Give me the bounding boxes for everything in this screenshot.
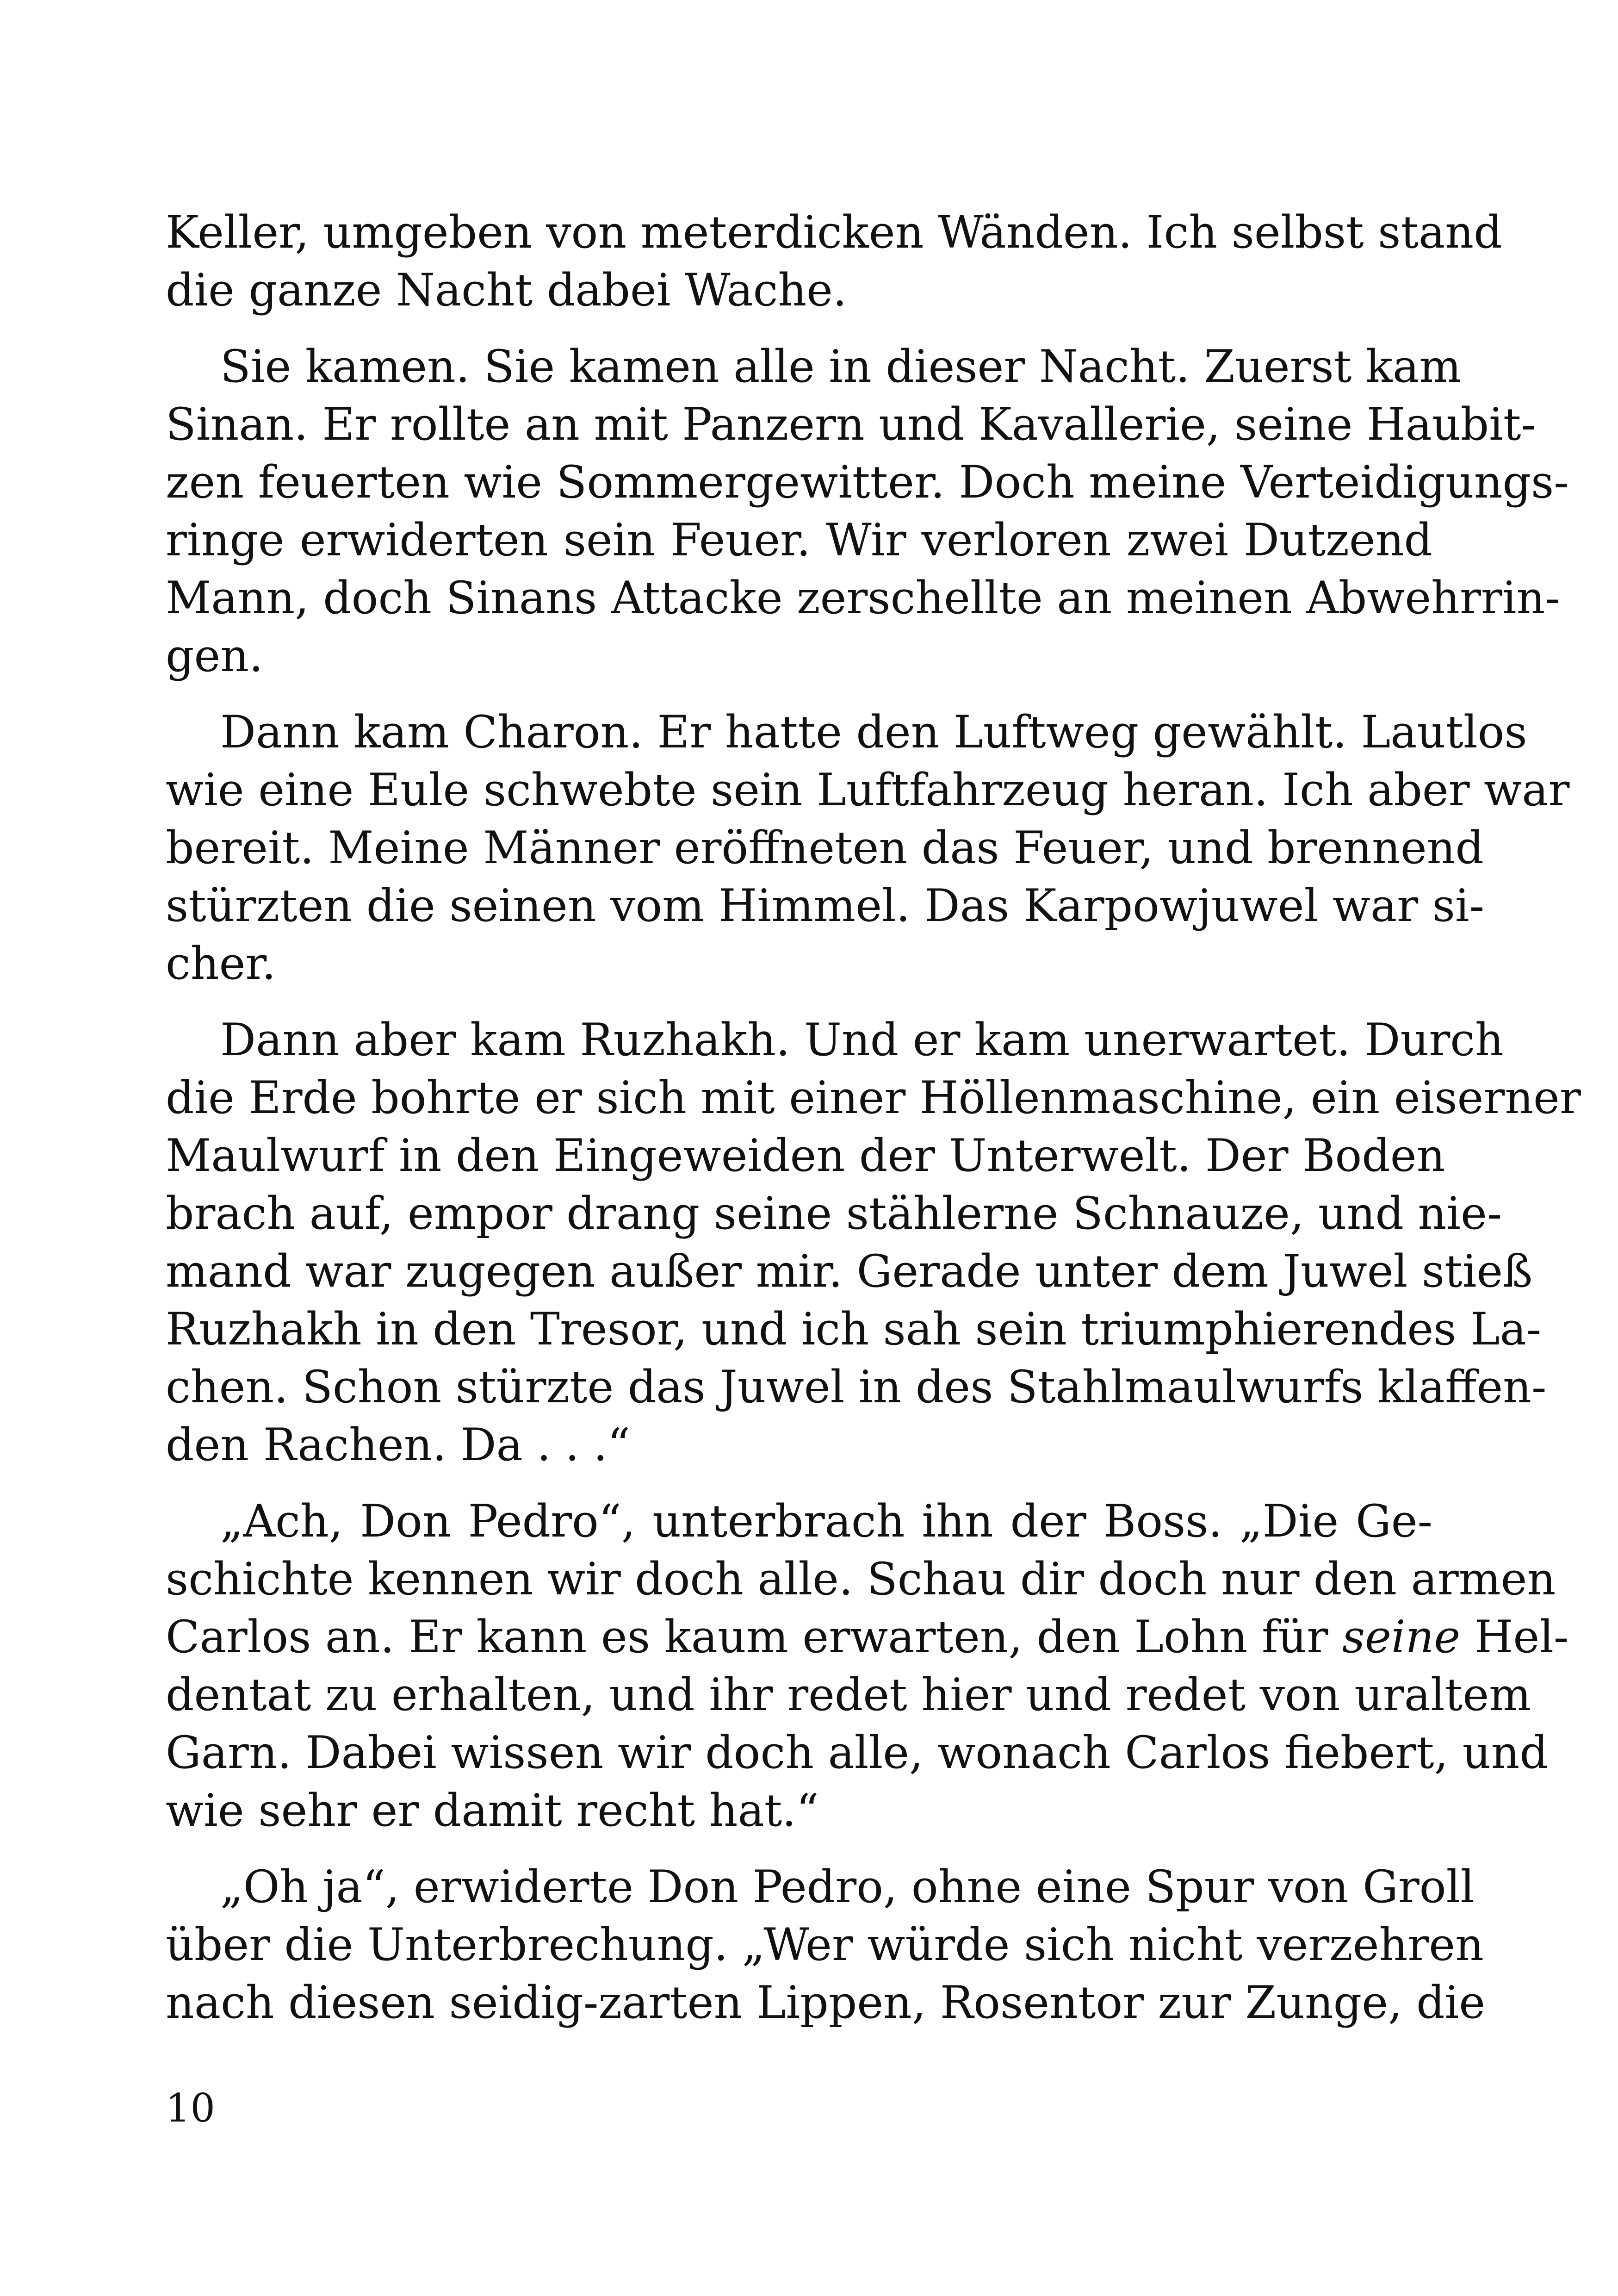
text-line: mand war zugegen außer mir. Gerade unter dem Juwel stieß bbox=[166, 1245, 1533, 1297]
text-line: Ruzhakh in den Tresor, und ich sah sein triumphierendes La- bbox=[166, 1303, 1542, 1355]
paragraph bbox=[166, 1011, 1581, 1474]
text-line: ringe erwiderten sein Feuer. Wir verloren zwei Dutzend bbox=[166, 514, 1432, 566]
text-line: dentat zu erhalten, und ihr redet hier und redet von uraltem bbox=[166, 1669, 1531, 1721]
paragraph bbox=[166, 204, 1502, 319]
text-line: Dann kam Charon. Er hatte den Luftweg gewählt. Lautlos bbox=[220, 706, 1527, 758]
text-line: die ganze Nacht dabei Wache. bbox=[166, 264, 847, 316]
paragraph bbox=[166, 703, 1570, 993]
text-line: Garn. Dabei wissen wir doch alle, wonach Carlos fiebert, und bbox=[166, 1727, 1548, 1779]
text-line: cher. bbox=[166, 938, 276, 989]
paragraph bbox=[166, 338, 1569, 685]
paragraph bbox=[166, 1493, 1569, 1840]
text-line: Maulwurf in den Eingeweiden der Unterwelt. Der Boden bbox=[166, 1130, 1445, 1182]
text-line: wie sehr er damit recht hat.“ bbox=[166, 1785, 819, 1836]
text-line: zen feuerten wie Sommergewitter. Doch meine Verteidigungs- bbox=[166, 456, 1569, 508]
text-line: gen. bbox=[166, 630, 263, 682]
text-line: den Rachen. Da . . .“ bbox=[166, 1419, 630, 1471]
paragraph bbox=[166, 1858, 1486, 2032]
book-page-text bbox=[166, 204, 1581, 2032]
text-line: Sinan. Er rollte an mit Panzern und Kavallerie, seine Haubit- bbox=[166, 398, 1536, 450]
emphasis-text: seine bbox=[1342, 1611, 1461, 1663]
text-line: stürzten die seinen vom Himmel. Das Karpowjuwel war si- bbox=[166, 880, 1484, 932]
text-line: „Oh ja“, erwiderte Don Pedro, ohne eine Spur von Groll bbox=[220, 1861, 1475, 1913]
text-line: über die Unterbrechung. „Wer würde sich nicht verzehren bbox=[166, 1919, 1484, 1971]
text-line: Dann aber kam Ruzhakh. Und er kam unerwartet. Durch bbox=[220, 1014, 1504, 1066]
text-line: Mann, doch Sinans Attacke zerschellte an meinen Abwehrrin- bbox=[166, 572, 1560, 624]
text-line: chen. Schon stürzte das Juwel in des Stahlmaulwurfs klaffen- bbox=[166, 1361, 1547, 1413]
text-line: schichte kennen wir doch alle. Schau dir doch nur den armen bbox=[166, 1553, 1556, 1605]
text-line: bereit. Meine Männer eröffneten das Feuer, und brennend bbox=[166, 822, 1484, 874]
text-line: nach diesen seidig-zarten Lippen, Rosentor zur Zunge, die bbox=[166, 1977, 1486, 2028]
text-line: Keller, umgeben von meterdicken Wänden. Ich selbst stand bbox=[166, 206, 1502, 258]
text-line: Sie kamen. Sie kamen alle in dieser Nacht. Zuerst kam bbox=[220, 341, 1462, 392]
text-line: wie eine Eule schwebte sein Luftfahrzeug heran. Ich aber war bbox=[166, 764, 1570, 816]
text-line: brach auf, empor drang seine stählerne Schnauze, und nie- bbox=[166, 1188, 1502, 1239]
page-number: 10 bbox=[166, 2085, 215, 2131]
text-line: die Erde bohrte er sich mit einer Höllenmaschine, ein eiserner bbox=[166, 1072, 1581, 1124]
text-line: Carlos an. Er kann es kaum erwarten, den Lohn für seine Hel- bbox=[166, 1611, 1569, 1663]
text-line: „Ach, Don Pedro“, unterbrach ihn der Boss. „Die Ge- bbox=[220, 1495, 1432, 1547]
